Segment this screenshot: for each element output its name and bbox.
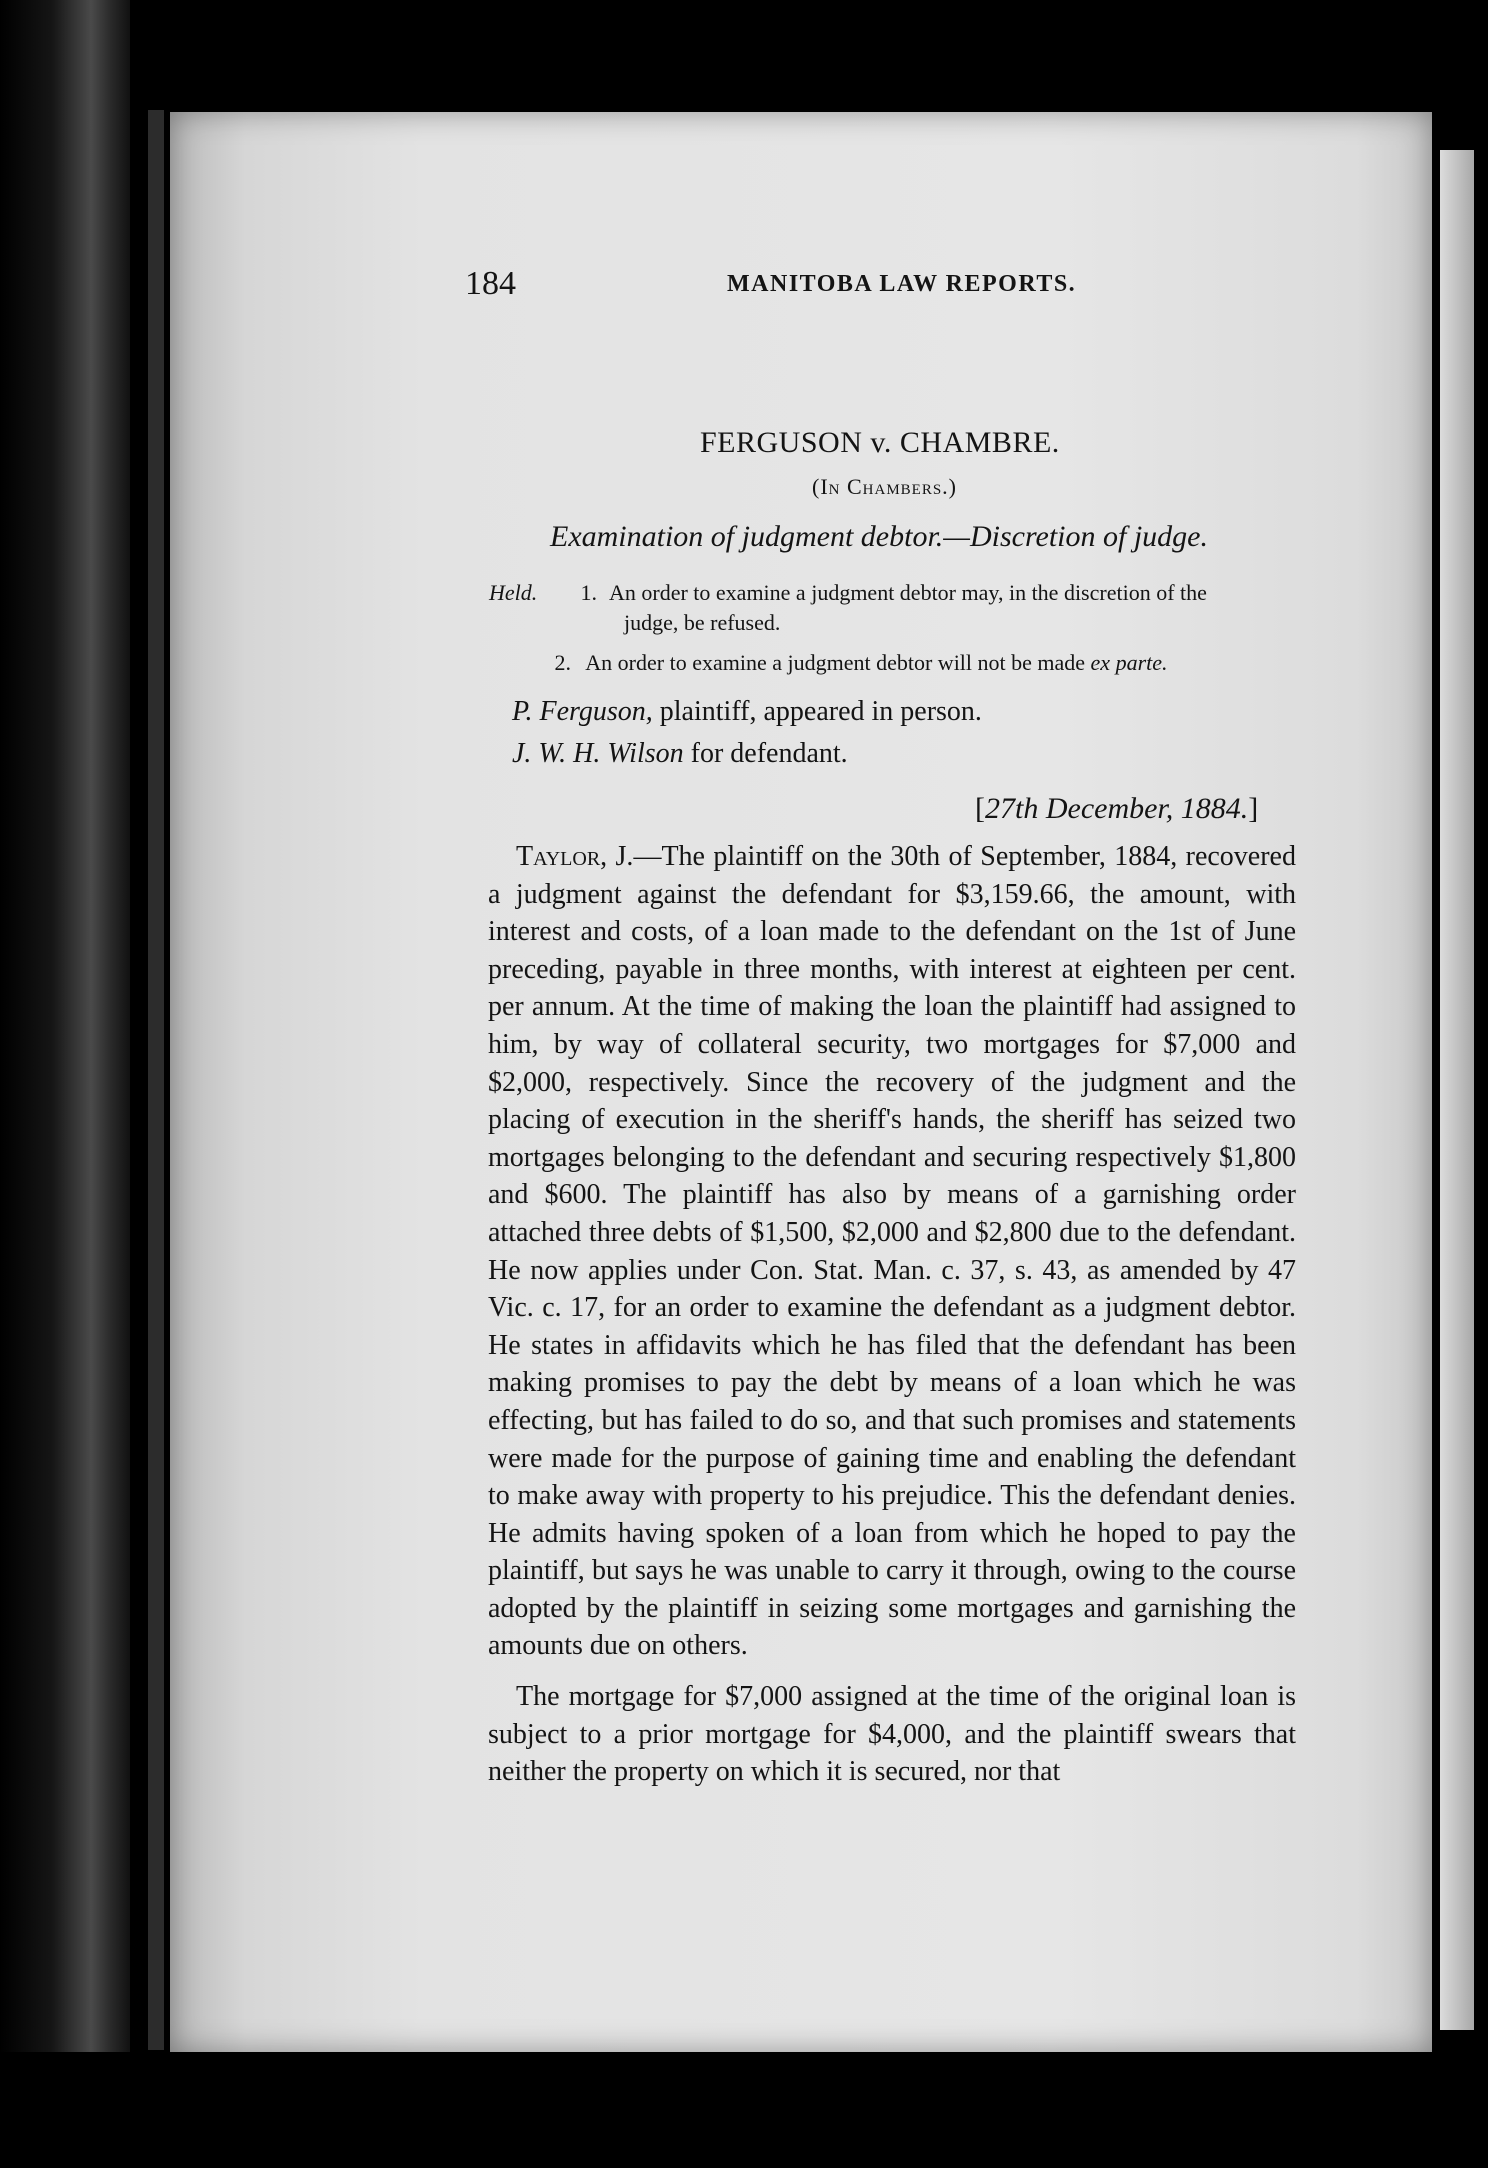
paragraph-text: —The plaintiff on the 30th of September, 1884, recovered a judgment against the defendant for $3,159.66, the amount, with interest and costs, of a loan made to the defendant on the 1st of June preceding, payable in three months, with interest at eighteen per cent. per annum. At the time of making the loan the plaintiff had assigned to him, by way of collateral security, two mortgages for $7,000 and $2,000, respectively. Since the recovery of the judgment and the placing of execution in the sheriff's hands, the sheriff has seized two mortgages belonging to the defendant and securing respectively $1,800 and $600. The plaintiff has also by means of a garnishing order attached three debts of $1,500, $2,000 and $2,800 due to the defendant. He now applies under Con. Stat. Man. c. 37, s. 43, as amended by 47 Vic. c. 17, for an order to examine the defendant as a judgment debtor. He states in affidavits which he has filed that the defendant has been making promises to pay the debt by means of a loan which he was effecting, but has failed to do so, and that such promises and statements were made for the purpose of gaining time and enabling the defendant to make away with property to his prejudice. This the defendant denies. He admits having spoken of a loan from which he hoped to pay the plaintiff, but says he was unable to carry it through, owing to the course adopted by the plaintiff in seizing some mortgages and garnishing the amounts due on others.: [488, 841, 1296, 1662]
date-bracket-open: [: [975, 792, 985, 825]
held-item: [489, 578, 1309, 638]
body-paragraph: [488, 1678, 1296, 1791]
held-item: [541, 648, 1321, 678]
paragraph-text: The mortgage for $7,000 assigned at the time of the original loan is subject to a prior mortgage for $4,000, and the plaintiff swears that neither the property on which it is secured, nor that: [488, 1681, 1296, 1788]
date-bracket-close: ]: [1248, 792, 1259, 825]
held-item-italic: ex parte.: [1090, 650, 1168, 675]
running-head: [465, 265, 1445, 305]
counsel-line: [512, 696, 982, 728]
facing-page-edge: [1440, 150, 1474, 2030]
held-item-text: An order to examine a judgment debtor may, in the discretion of the: [609, 580, 1207, 605]
scan-border-bottom: [0, 2052, 1488, 2168]
judge-name: Taylor, J.: [516, 841, 634, 872]
counsel-name: J. W. H. Wilson: [512, 738, 684, 769]
judgment-date: [975, 792, 1258, 826]
held-item-text: An order to examine a judgment debtor will not be made: [585, 650, 1086, 675]
counsel-name: P. Ferguson,: [512, 696, 653, 727]
held-item-continuation: judge, be refused.: [624, 610, 781, 635]
page-number: 184: [465, 265, 516, 302]
judgment-body: [488, 838, 1296, 1791]
page-edge-stack: [148, 110, 164, 2050]
case-title: FERGUSON v. CHAMBRE.: [700, 426, 1060, 459]
counsel-role: plaintiff, appeared in person.: [659, 696, 982, 727]
court-designation: (In Chambers.): [812, 474, 958, 499]
headnote: Examination of judgment debtor.—Discretion of judge.: [550, 520, 1208, 553]
held-item-number: 1.: [580, 580, 597, 605]
counsel-role: for defendant.: [690, 738, 848, 769]
body-paragraph: [488, 838, 1296, 1665]
book-spine-shadow: [0, 0, 130, 2168]
held-item-number: 2.: [554, 650, 571, 675]
held-label: Held.: [489, 580, 538, 605]
counsel-line: [512, 738, 848, 770]
scan-border-top: [0, 0, 1488, 110]
journal-title: MANITOBA LAW REPORTS.: [727, 271, 1077, 297]
date-text: 27th December, 1884.: [985, 792, 1249, 825]
